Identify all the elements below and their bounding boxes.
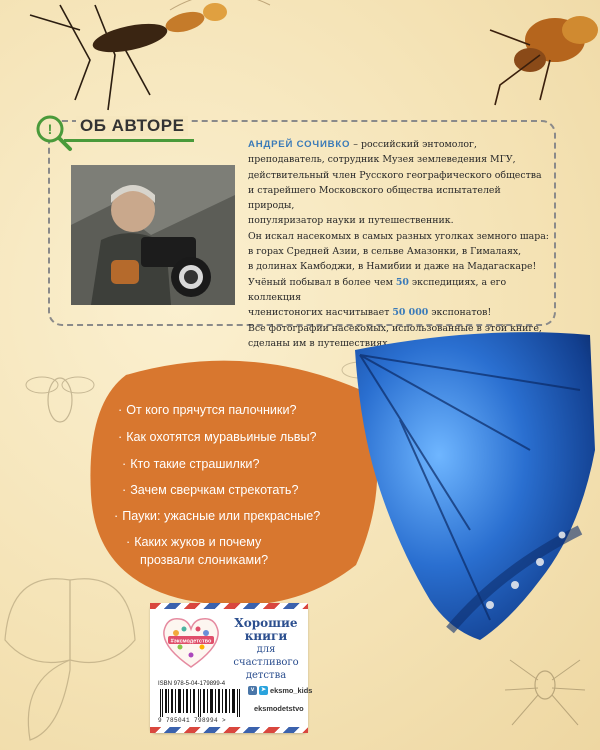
social-links xyxy=(248,686,312,695)
social-handle[interactable]: eksmo_kids xyxy=(270,686,313,695)
question-item: · Как охотятся муравьиные львы? xyxy=(118,430,317,444)
question-item: · Зачем сверчкам стрекотать? xyxy=(122,483,299,497)
telegram-icon[interactable]: ➤ xyxy=(260,687,267,693)
wasp-illustration xyxy=(20,0,280,115)
hornet-illustration xyxy=(470,0,600,110)
expedition-count: 50 xyxy=(395,276,409,288)
airmail-stripes-top xyxy=(150,603,308,609)
author-photo xyxy=(71,165,235,305)
airmail-stripes-bottom xyxy=(150,727,308,733)
isbn-label: ISBN 978-5-04-179899-4 xyxy=(158,681,226,687)
question-item: · Каких жуков и почему xyxy=(126,535,262,549)
barcode-digits: 9 785041 798994 > xyxy=(158,717,227,724)
question-item: · От кого прячутся палочники? xyxy=(118,403,297,417)
title-underline xyxy=(64,139,194,142)
publisher-sticker xyxy=(150,603,313,733)
collection-count: 50 000 xyxy=(392,307,429,319)
magnifier-icon xyxy=(34,113,74,153)
sticker-slogan: Хорошие книги для счастливого детства xyxy=(233,616,299,681)
svg-text:!: ! xyxy=(47,121,53,137)
about-author-title: ОБ АВТОРЕ xyxy=(76,116,188,136)
spider-sketch xyxy=(500,640,590,740)
barcode xyxy=(158,689,244,717)
author-bio: АНДРЕЙ СОЧИВКО – российский энтомолог, преподаватель, сотрудник Музея землеведения МГУ, действительный член Русского географического общества и старейшего Московского общества испытателей природы, популяризатор науки и путешественник. Он искал насекомых в самых разных уголках земного шара: в горах Средней Азии, в сельве Амазонки, в Гималаях, в долинах Камбоджи, в Намибии и даже на Мадагаскаре! Учёный побывал в более чем 50 экспедициях, а его коллекция членистоногих насчитывает 50 000 экспонатов! Все фотографии насекомых, использованные в этой книге, сделаны им в путешествиях. xyxy=(248,139,549,349)
website-link[interactable]: eksmodetstvo xyxy=(254,704,304,713)
heart-logo xyxy=(160,615,222,671)
butterfly-wing xyxy=(340,330,600,650)
logo-lettering: #эксмодетство xyxy=(170,638,212,645)
vk-icon[interactable]: v xyxy=(248,686,257,695)
question-item: · Кто такие страшилки? xyxy=(122,457,260,471)
question-item: · Пауки: ужасные или прекрасные? xyxy=(114,509,321,523)
author-name: АНДРЕЙ СОЧИВКО xyxy=(248,139,351,150)
question-item-continuation: прозвали слониками? xyxy=(140,553,269,567)
